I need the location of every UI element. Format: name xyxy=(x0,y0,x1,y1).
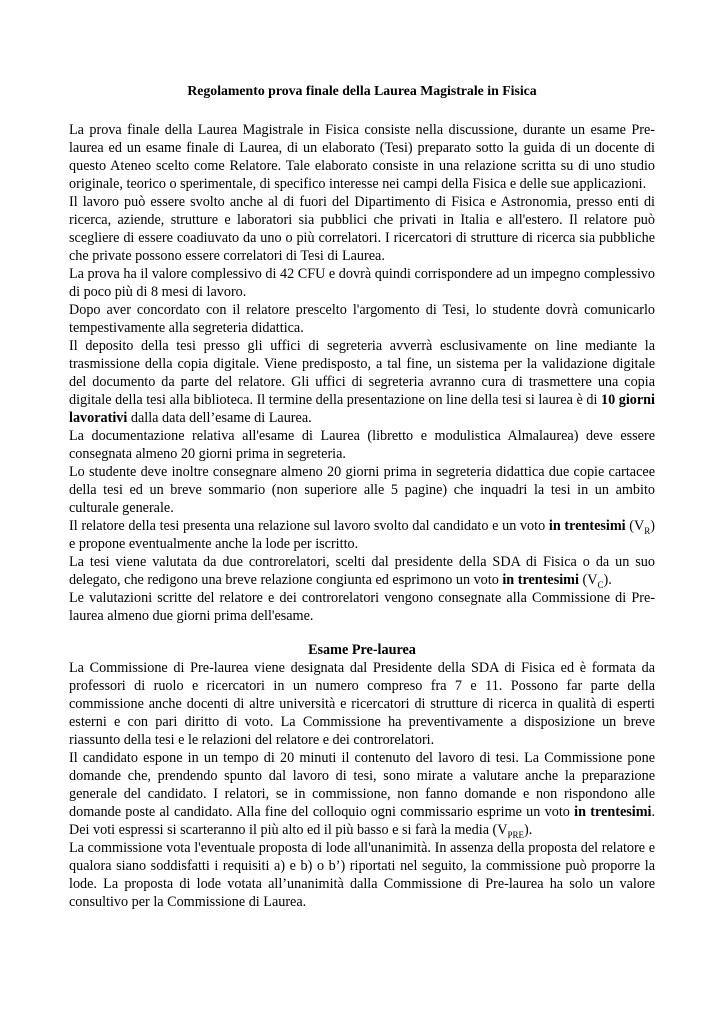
grade-emphasis: in trentesimi xyxy=(502,572,579,588)
counter-reviewers-text-end: ). xyxy=(603,572,612,588)
grade-emphasis: in trentesimi xyxy=(548,518,626,534)
paragraph-topic-communication: Dopo aver concordato con il relatore prescelto l'argomento di Tesi, lo studente dovrà comunicarlo tempestivamente alla segreteria didattica. xyxy=(69,302,655,336)
paragraph-honors: La commissione vota l'eventuale proposta di lode all'unanimità. In assenza della proposta del relatore e qualora siano soddisfatti i requisiti a) e b) o b’) riportati nel seguito, la commissione può proporre la lode. La proposta di lode votata all’unanimità dalla Commissione di Pre-laurea ha solo un valore consultivo per la Commissione di Laurea. xyxy=(69,840,655,910)
supervisor-grade-text-end: ) e propone eventualmente anche la lode per iscritto. xyxy=(69,518,655,552)
paragraph-overview: La prova finale della Laurea Magistrale in Fisica consiste nella discussione, durante un esame Pre-laurea ed un esame finale di Laurea, di un elaborato (Tesi) preparato sotto la guida di un docente di questo Ateneo scelto come Relatore. Tale elaborato consiste in una relazione scritta su di uno studio originale, teorico o sperimentale, di specifico interesse nei campi della Fisica e delle sue applicazioni. xyxy=(69,122,655,192)
thesis-deposit-text: Il deposito della tesi presso gli uffici di segreteria avverrà esclusivamente on line mediante la trasmissione della copia digitale. Viene predisposto, a tal fine, un sistema per la validazione digitale del documento da parte del relatore. Gli uffici di segreteria avranno cura di trasmettere una copia digitale della tesi alla biblioteca. Il termine della presentazione on line della tesi si laurea è di xyxy=(69,338,655,408)
thesis-deposit-text-end: dalla data dell’esame di Laurea. xyxy=(127,410,312,426)
presentation-text-mid: . Dei voti espressi si scarteranno il più alto ed il più basso e si farà la media (V xyxy=(69,804,656,838)
paragraph-counter-reviewers xyxy=(69,553,655,589)
paragraph-evaluations-delivery: Le valutazioni scritte del relatore e dei controrelatori vengono consegnate alla Commissione di Pre-laurea almeno due giorni prima dell'esame. xyxy=(69,590,655,624)
section-heading: Esame Pre-laurea xyxy=(308,642,416,658)
paragraph-external-work: Il lavoro può essere svolto anche al di fuori del Dipartimento di Fisica e Astronomia, presso enti di ricerca, aziende, strutture e laboratori sia pubblici che privati in Italia e all'estero. Il relatore può scegliere di essere coadiuvato da uno o più correlatori. I ricercatori di strutture di ricerca sia pubbliche che private possono essere correlatori di Tesi di Laurea. xyxy=(69,194,655,264)
presentation-text-end: ). xyxy=(524,822,533,838)
counter-reviewers-text-mid: (V xyxy=(578,572,598,588)
supervisor-grade-text: Il relatore della tesi presenta una relazione sul lavoro svolto dal candidato e un voto xyxy=(69,518,549,534)
supervisor-grade-text-mid: (V xyxy=(625,518,645,534)
deadline-emphasis: 10 giorni lavorativi xyxy=(69,392,656,426)
paragraph-commission: La Commissione di Pre-laurea viene designata dal Presidente della SDA di Fisica ed è formata da professori di ruolo e ricercatori in un numero compreso fra 7 e 11. Possono far parte della commissione anche docenti di altre università e ricercatori di strutture di ricerca in qualità di esperti esterni e con pari diritto di voto. La Commissione ha preventivamente a disposizione un breve riassunto della tesi e le relazioni del relatore e dei controrelatori. xyxy=(69,660,655,748)
grade-subscript: R xyxy=(644,525,651,536)
grade-subscript: PRE xyxy=(507,829,525,840)
pre-laurea-section xyxy=(69,641,655,911)
paragraph-credits: La prova ha il valore complessivo di 42 CFU e dovrà quindi corrispondere ad un impegno complessivo di poco più di 8 mesi di lavoro. xyxy=(69,266,655,300)
paragraph-thesis-deposit xyxy=(69,337,655,427)
document-title: Regolamento prova finale della Laurea Magistrale in Fisica xyxy=(187,83,537,98)
rules-section xyxy=(69,121,655,625)
paragraph-paper-copies: Lo studente deve inoltre consegnare almeno 20 giorni prima in segreteria didattica due copie cartacee della tesi ed un breve sommario (non superiore alle 5 pagine) che inquadri la tesi in un ambito culturale generale. xyxy=(69,464,655,516)
paragraph-supervisor-grade xyxy=(69,517,655,553)
grade-subscript: C xyxy=(597,579,604,590)
paragraph-presentation xyxy=(69,749,655,839)
counter-reviewers-text: La tesi viene valutata da due controrelatori, scelti dal presidente della SDA di Fisica o da un suo delegato, che redigono una breve relazione congiunta ed esprimono un voto xyxy=(69,554,655,588)
presentation-text: Il candidato espone in un tempo di 20 minuti il contenuto del lavoro di tesi. La Commissione pone domande che, prendendo spunto dal lavoro di tesi, sono mirate a valutare anche la preparazione generale del candidato. I relatori, se in commissione, non fanno domande e non rispondono alle domande poste al candidato. Alla fine del colloquio ogni commissario esprime un voto xyxy=(69,750,655,820)
paragraph-documentation: La documentazione relativa all'esame di Laurea (libretto e modulistica Almalaurea) deve essere consegnata almeno 20 giorni prima in segreteria. xyxy=(69,428,655,462)
grade-emphasis: in trentesimi xyxy=(574,804,652,820)
